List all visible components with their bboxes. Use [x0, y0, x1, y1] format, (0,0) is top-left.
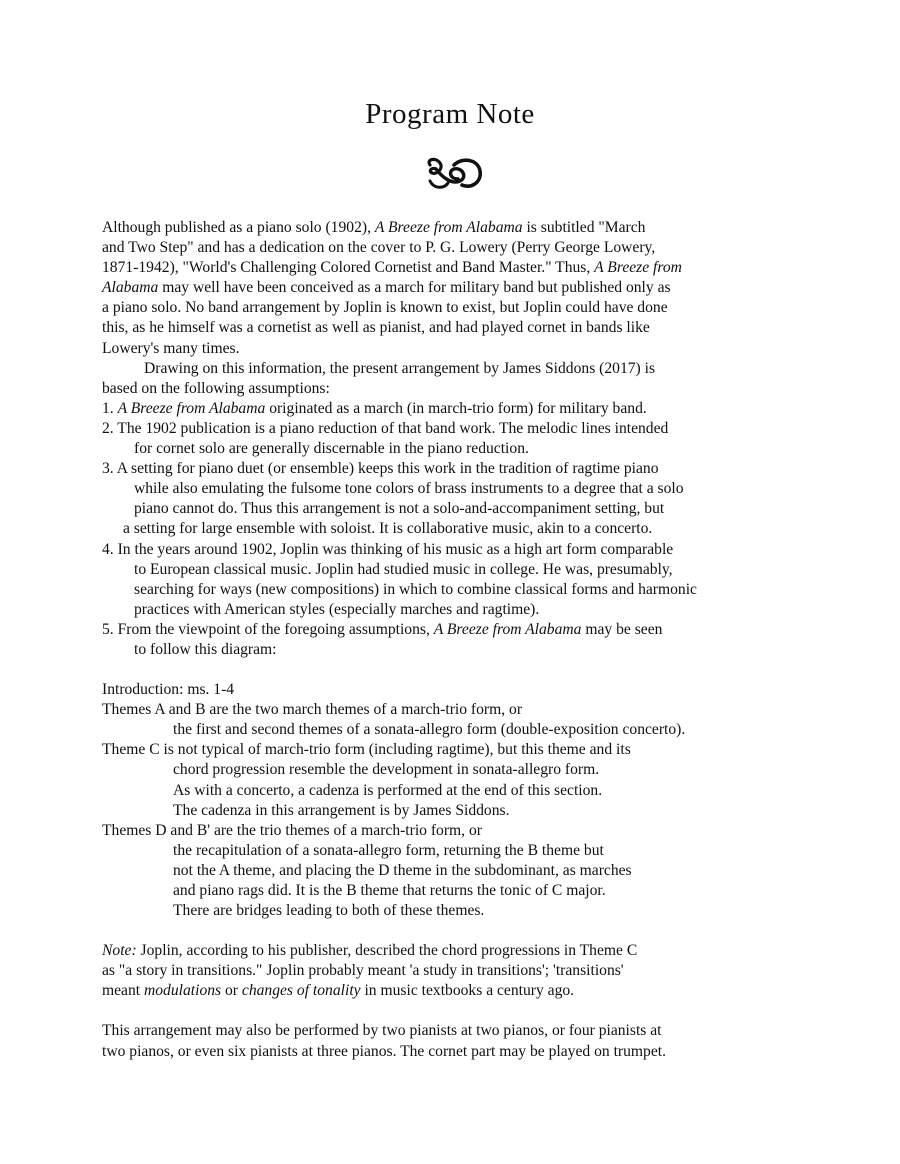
closing-text: two pianos, or even six pianists at three pianos. The cornet part may be played on trumpet. — [102, 1042, 666, 1060]
assumption-2 — [102, 419, 842, 459]
closing-text: This arrangement may also be performed by two pianists at two pianos, or four pianists at — [102, 1022, 662, 1040]
intro-text: 1871-1942), "World's Challenging Colored Cornetist and Band Master." Thus, — [102, 259, 595, 277]
assumption-text: while also emulating the fulsome tone colors of brass instruments to a degree that a solo — [134, 480, 684, 498]
note-paragraph — [102, 941, 842, 1001]
assumptions-intro-text: Drawing on this information, the present arrangement by James Siddons (2017) is — [144, 359, 656, 377]
intro-text: may well have been conceived as a march for military band but published only as — [158, 279, 671, 297]
page-title: Program Note — [365, 98, 535, 130]
diagram-theme-c: chord progression resemble the development in sonata-allegro form. — [173, 761, 600, 779]
intro-text: this, as he himself was a cornetist as well as pianist, and had played cornet in bands like — [102, 319, 650, 337]
form-diagram — [102, 680, 842, 921]
note-text: Joplin, according to his publisher, described the chord progressions in Theme C — [136, 942, 638, 960]
assumption-text: 3. A setting for piano duet (or ensemble) keeps this work in the tradition of ragtime piano — [102, 460, 659, 478]
diagram-themes-d: not the A theme, and placing the D theme in the subdominant, as marches — [173, 861, 632, 879]
assumption-5 — [102, 620, 842, 660]
spacer — [102, 660, 842, 680]
intro-text: a piano solo. No band arrangement by Joplin is known to exist, but Joplin could have done — [102, 299, 668, 317]
intro-text: and Two Step" and has a dedication on the cover to P. G. Lowery (Perry George Lowery, — [102, 239, 656, 257]
note-label: Note: — [102, 942, 137, 960]
work-title: A Breeze from Alabama — [374, 219, 523, 236]
work-title: A Breeze from — [594, 259, 682, 277]
assumption-4 — [102, 540, 842, 620]
assumption-1 — [102, 399, 842, 419]
assumption-text: 5. From the viewpoint of the foregoing assumptions, — [102, 620, 434, 638]
intro-paragraph — [102, 218, 842, 359]
note-text: or — [221, 982, 242, 1000]
closing-paragraph — [102, 1021, 842, 1061]
assumption-text: searching for ways (new compositions) in which to combine classical forms and harmonic — [134, 580, 697, 598]
diagram-theme-c: The cadenza in this arrangement is by James Siddons. — [173, 801, 510, 819]
note-emphasis: changes of tonality — [241, 982, 361, 1000]
diagram-theme-c: As with a concerto, a cadenza is performed at the end of this section. — [173, 781, 603, 799]
intro-text: is subtitled "March — [522, 219, 646, 236]
assumption-text: to European classical music. Joplin had studied music in college. He was, presumably, — [134, 560, 673, 578]
assumptions-intro — [102, 359, 842, 399]
diagram-themes-d: and piano rags did. It is the B theme that returns the tonic of C major. — [173, 882, 606, 899]
diagram-theme-c: Theme C is not typical of march-trio form (including ragtime), but this theme and its — [102, 741, 631, 759]
diagram-themes-d: Themes D and B' are the trio themes of a march-trio form, or — [102, 821, 482, 839]
assumption-text: for cornet solo are generally discernable in the piano reduction. — [134, 440, 529, 458]
fleuron-ornament-icon — [422, 155, 486, 193]
assumption-text: may be seen — [581, 620, 663, 638]
intro-text: Although published as a piano solo (1902), — [102, 219, 375, 236]
diagram-themes-d: There are bridges leading to both of these themes. — [173, 902, 485, 920]
work-title: Alabama — [102, 279, 159, 297]
work-title: A Breeze from Alabama — [117, 399, 266, 417]
work-title: A Breeze from Alabama — [433, 620, 582, 638]
note-text: meant — [102, 982, 144, 1000]
note-emphasis: modulations — [144, 982, 222, 1000]
assumption-text: piano cannot do. Thus this arrangement is not a solo-and-accompaniment setting, but — [134, 500, 665, 518]
list-number: 1. — [102, 399, 118, 417]
assumption-text: 2. The 1902 publication is a piano reduction of that band work. The melodic lines intended — [102, 419, 669, 437]
diagram-themes-d: the recapitulation of a sonata-allegro form, returning the B theme but — [173, 841, 604, 859]
intro-text: Lowery's many times. — [102, 339, 240, 357]
assumption-text: practices with American styles (especially marches and ragtime). — [134, 600, 540, 618]
program-note-body — [102, 218, 842, 1062]
note-text: in music textbooks a century ago. — [360, 982, 575, 1000]
diagram-themes-ab: the first and second themes of a sonata-allegro form (double-exposition concerto). — [173, 721, 686, 739]
spacer — [102, 1001, 842, 1021]
note-text: as "a story in transitions." Joplin probably meant 'a study in transitions'; 'transitions' — [102, 962, 624, 980]
assumption-3 — [102, 459, 842, 539]
diagram-themes-ab: Themes A and B are the two march themes of a march-trio form, or — [102, 701, 523, 719]
assumption-text: to follow this diagram: — [134, 640, 277, 658]
assumption-text: originated as a march (in march-trio form) for military band. — [265, 399, 647, 417]
assumption-text: a setting for large ensemble with soloist. It is collaborative music, akin to a concerto. — [123, 520, 653, 538]
assumption-text: 4. In the years around 1902, Joplin was thinking of his music as a high art form comparable — [102, 540, 674, 558]
spacer — [102, 921, 842, 941]
assumptions-intro-text: based on the following assumptions: — [102, 379, 330, 397]
diagram-introduction: Introduction: ms. 1-4 — [102, 681, 235, 699]
